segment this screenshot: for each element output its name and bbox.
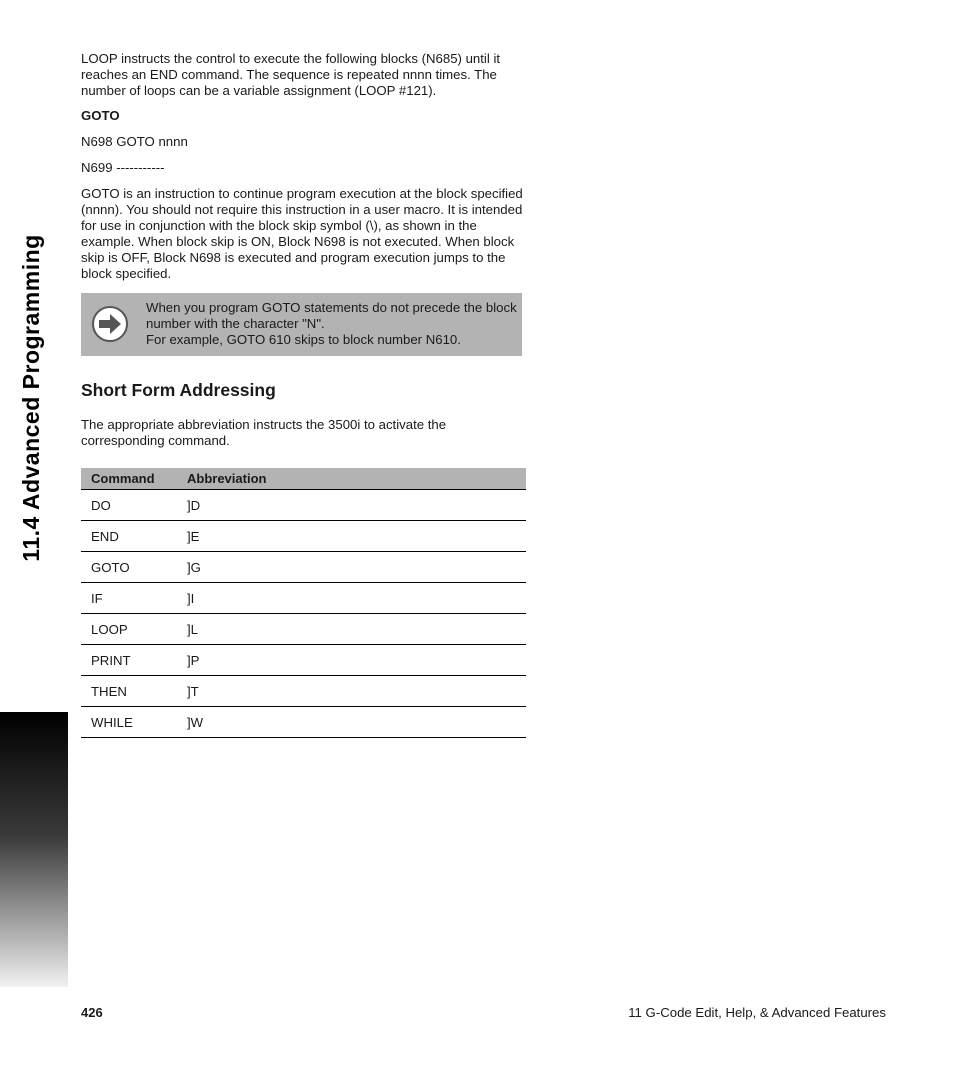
table-header-row xyxy=(81,468,526,490)
header-abbreviation: Abbreviation xyxy=(177,468,526,490)
abbreviation-cell: ]D xyxy=(177,490,526,521)
command-cell: THEN xyxy=(81,676,177,707)
table-row xyxy=(81,676,526,707)
section-intro: The appropriate abbreviation instructs the 3500i to activate the corresponding command. xyxy=(81,417,447,448)
section-title: Short Form Addressing xyxy=(81,380,276,400)
abbreviation-table xyxy=(81,468,526,738)
command-cell: IF xyxy=(81,583,177,614)
command-cell: WHILE xyxy=(81,707,177,738)
abbreviation-cell: ]T xyxy=(177,676,526,707)
abbreviation-cell: ]W xyxy=(177,707,526,738)
main-content xyxy=(81,51,526,738)
abbreviation-cell: ]I xyxy=(177,583,526,614)
table-row xyxy=(81,521,526,552)
header-command: Command xyxy=(81,468,177,490)
goto-heading: GOTO xyxy=(81,108,120,123)
note-text xyxy=(146,300,518,348)
page-number: 426 xyxy=(81,1005,103,1020)
table-row xyxy=(81,645,526,676)
command-cell: DO xyxy=(81,490,177,521)
abbreviation-cell: ]G xyxy=(177,552,526,583)
code-line-2: N699 ----------- xyxy=(81,160,165,175)
table-row xyxy=(81,583,526,614)
table-row xyxy=(81,614,526,645)
command-cell: END xyxy=(81,521,177,552)
loop-description: LOOP instructs the control to execute the following blocks (N685) until it reaches an END command. The sequence is repeated nnnn times. The number of loops can be a variable assignment (LOOP #121). xyxy=(81,51,501,98)
side-tab-gradient xyxy=(0,712,68,987)
note-box xyxy=(81,293,522,356)
note-line-1: When you program GOTO statements do not precede the block number with the character "N". xyxy=(146,300,517,331)
side-title-text: 11.4 Advanced Programming xyxy=(18,234,44,562)
abbreviation-cell: ]L xyxy=(177,614,526,645)
arrow-right-icon xyxy=(91,305,129,343)
abbreviation-cell: ]E xyxy=(177,521,526,552)
table-row xyxy=(81,552,526,583)
command-cell: GOTO xyxy=(81,552,177,583)
table-row xyxy=(81,490,526,521)
code-line-1: N698 GOTO nnnn xyxy=(81,134,188,149)
abbreviation-cell: ]P xyxy=(177,645,526,676)
command-cell: LOOP xyxy=(81,614,177,645)
table-row xyxy=(81,707,526,738)
command-cell: PRINT xyxy=(81,645,177,676)
note-line-2: For example, GOTO 610 skips to block number N610. xyxy=(146,332,461,347)
chapter-title: 11 G-Code Edit, Help, & Advanced Features xyxy=(628,1005,886,1020)
goto-description: GOTO is an instruction to continue program execution at the block specified (nnnn). You should not require this instruction in a user macro. It is intended for use in conjunction with the block skip symbol (\), as shown in the example. When block skip is ON, Block N698 is not executed. When block skip is OFF, Block N698 is executed and program execution jumps to the block specified. xyxy=(81,186,523,281)
